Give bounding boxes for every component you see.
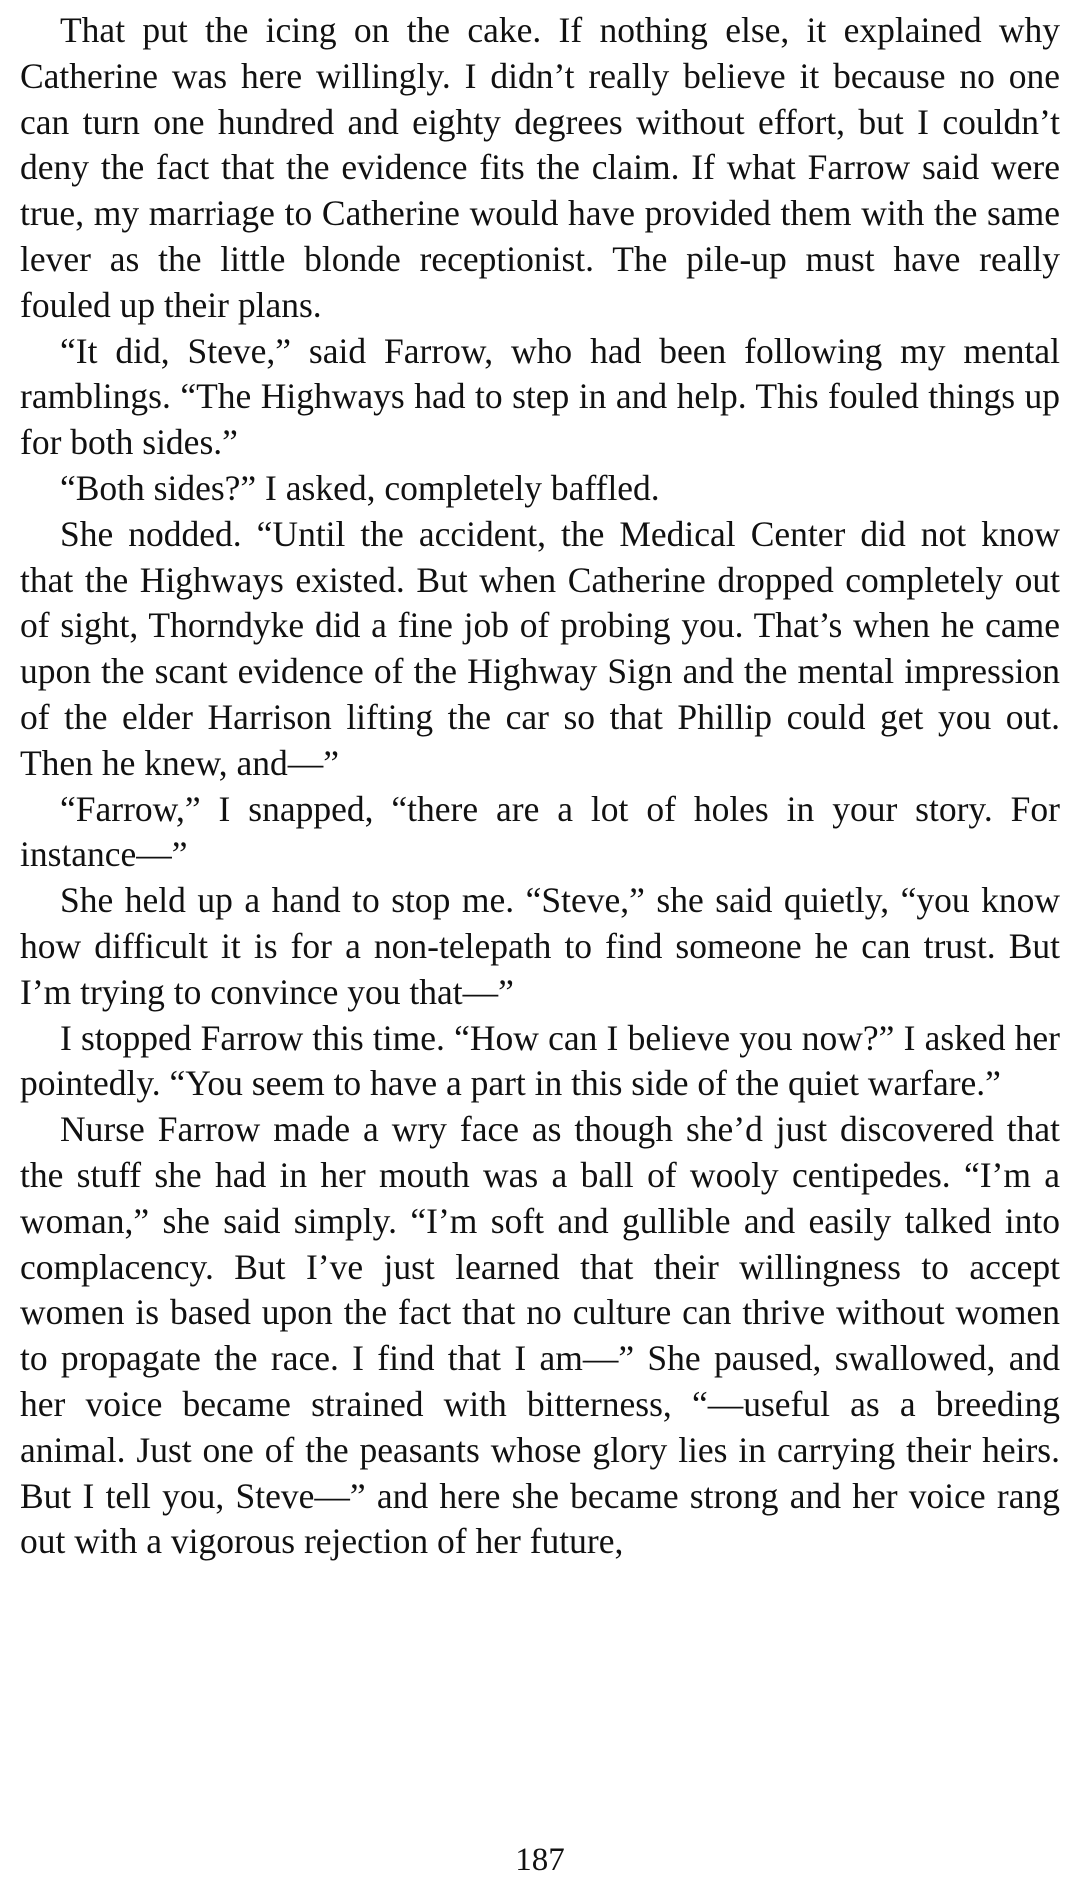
paragraph-1: That put the icing on the cake. If nothing else, it explained why Catherine was here willingly. I didn’t really believe it because no one can turn one hundred and eighty degrees without effort, but I couldn’t deny the fact that the evidence fits the claim. If what Farrow said were true, my marriage to Catherine would have provided them with the same lever as the little blonde receptionist. The pile-up must have really fouled up their plans. — [20, 10, 1060, 325]
paragraph-3: “Both sides?” I asked, completely baffled. — [60, 467, 660, 508]
paragraph-5: “Farrow,” I snapped, “there are a lot of holes in your story. For instance—” — [20, 788, 1060, 875]
paragraph-8: Nurse Farrow made a wry face as though she’d just discovered that the stuff she had in her mouth was a ball of wooly centipedes. “I’m a woman,” she said simply. “I’m soft and gullible and easily talked into complacency. But I’ve just learned that their willingness to accept women is based upon the fact that no culture can thrive without women to propagate the race. I find that I am—” She paused, swallowed, and her voice became strained with bitterness, “—useful as a breeding animal. Just one of the peasants whose glory lies in carrying their heirs. But I tell you, Steve—” and here she became strong and her voice rang out with a vigorous rejection of her future, — [20, 1109, 1060, 1562]
body-text — [20, 8, 1060, 1565]
paragraph-7: I stopped Farrow this time. “How can I believe you now?” I asked her pointedly. “You seem to have a part in this side of the quiet warfare.” — [20, 1017, 1060, 1104]
book-page — [20, 8, 1060, 1888]
paragraph-6: She held up a hand to stop me. “Steve,” she said quietly, “you know how difficult it is for a non-telepath to find someone he can trust. But I’m trying to convince you that—” — [20, 880, 1060, 1012]
paragraph-2: “It did, Steve,” said Farrow, who had been following my mental ramblings. “The Highways had to step in and help. This fouled things up for both sides.” — [20, 330, 1060, 463]
paragraph-4: She nodded. “Until the accident, the Medical Center did not know that the Highways existed. But when Catherine dropped completely out of sight, Thorndyke did a fine job of probing you. That’s when he came upon the scant evidence of the Highway Sign and the mental impression of the elder Harrison lifting the car so that Phillip could get you out. Then he knew, and—” — [20, 513, 1060, 783]
page-number: 187 — [515, 1842, 565, 1878]
